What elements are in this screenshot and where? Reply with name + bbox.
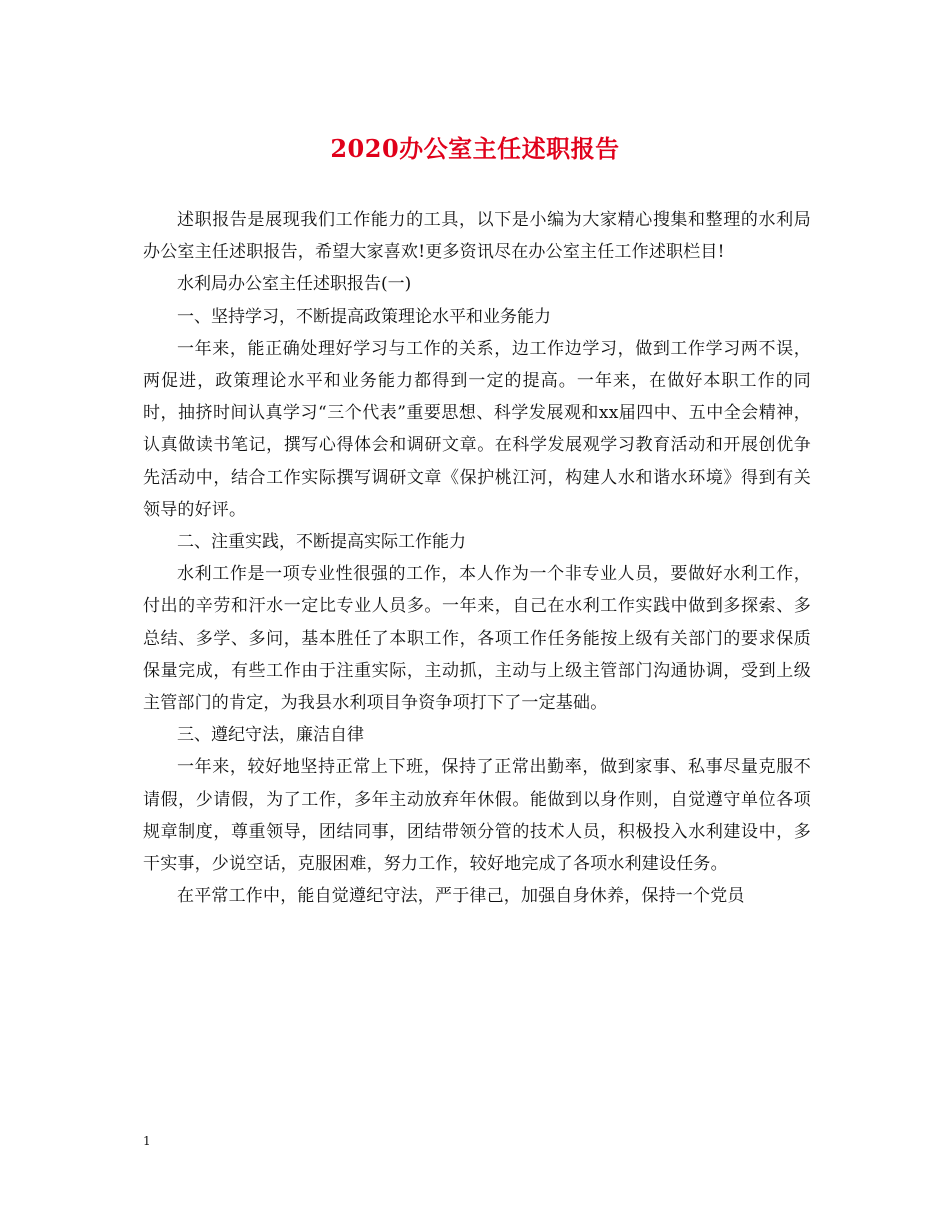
section-paragraph-2: 水利工作是一项专业性很强的工作，本人作为一个非专业人员，要做好水利工作，付出的辛劳和汗水一定比专业人员多。一年来，自己在水利工作实践中做到多探索、多总结、多学、多问，基本胜任了本职工作，各项工作任务能按上级有关部门的要求保质保量完成，有些工作由于注重实际，主动抓，主动与上级主管部门沟通协调，受到上级主管部门的肯定，为我县水利项目争资争项打下了一定基础。 <box>143 564 811 714</box>
section-heading-1: 一、坚持学习，不断提高政策理论水平和业务能力 <box>177 306 551 327</box>
section-paragraph-3: 一年来，较好地坚持正常上下班，保持了正常出勤率，做到家事、私事尽量克服不请假，少请假，为了工作，多年主动放弃年休假。能做到以身作则，自觉遵守单位各项规章制度，尊重领导，团结同事，团结带领分管的技术人员，积极投入水利建设中，多干实事，少说空话，克服困难，努力工作，较好地完成了各项水利建设任务。 <box>143 757 811 875</box>
page-number: 1 <box>143 1134 151 1148</box>
section-paragraph-4: 在平常工作中，能自觉遵纪守法，严于律己，加强自身休养，保持一个党员 <box>177 886 745 907</box>
section-heading-3: 三、遵纪守法，廉洁自律 <box>177 725 364 746</box>
document-title: 2020办公室主任述职报告 <box>330 134 620 163</box>
intro-paragraph: 述职报告是展现我们工作能力的工具，以下是小编为大家精心搜集和整理的水利局办公室主任述职报告，希望大家喜欢!更多资讯尽在办公室主任工作述职栏目! <box>143 210 811 263</box>
report-subtitle: 水利局办公室主任述职报告(一) <box>177 274 412 295</box>
section-heading-2: 二、注重实践，不断提高实际工作能力 <box>177 532 466 553</box>
section-paragraph-1: 一年来，能正确处理好学习与工作的关系，边工作边学习，做到工作学习两不误，两促进，政策理论水平和业务能力都得到一定的提高。一年来，在做好本职工作的同时，抽挤时间认真学习“三个代表”重要思想、科学发展观和xx届四中、五中全会精神，认真做读书笔记，撰写心得体会和调研文章。在科学发展观学习教育活动和开展创优争先活动中，结合工作实际撰写调研文章《保护桃江河，构建人水和谐水环境》得到有关领导的好评。 <box>143 338 811 520</box>
document-body <box>143 204 811 912</box>
